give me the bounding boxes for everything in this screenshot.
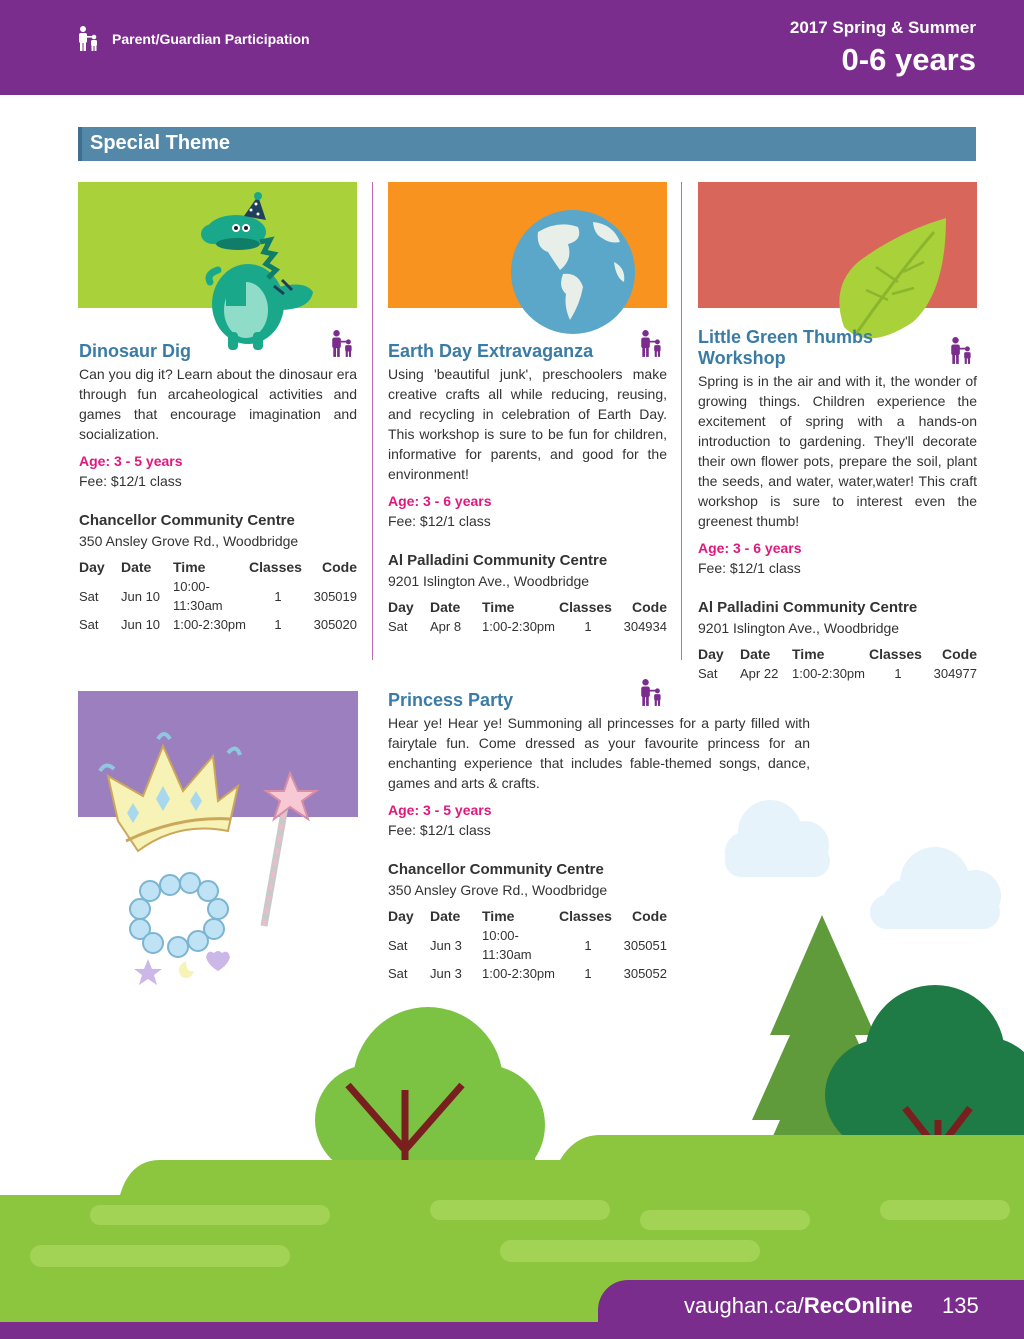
program-age: Age: 3 - 6 years bbox=[698, 540, 802, 556]
program-address: 350 Ansley Grove Rd., Woodbridge bbox=[388, 882, 608, 898]
column-divider bbox=[372, 182, 373, 660]
footer-url[interactable] bbox=[684, 1293, 913, 1319]
program-location: Chancellor Community Centre bbox=[388, 861, 604, 878]
schedule-header-row bbox=[388, 597, 667, 617]
section-bar bbox=[78, 127, 976, 161]
session-day: Sat bbox=[79, 588, 99, 604]
col-day: Day bbox=[388, 908, 414, 924]
program-description: Spring is in the air and with it, the wonder of growing things. Children experience the excitement of spring with a hands-on introduction to gardening. They'll decorate their own flower pots, prepare the soil, plant the seeds, and water, water,water! This craft workshop is sure to interest even the greenest thumb! bbox=[698, 373, 977, 529]
section-title: Special Theme bbox=[90, 132, 231, 154]
session-day: Sat bbox=[388, 619, 408, 634]
table-row bbox=[79, 615, 357, 634]
parent-child-icon bbox=[331, 330, 355, 358]
col-time: Time bbox=[792, 646, 825, 662]
col-date: Date bbox=[430, 599, 461, 615]
session-date: Jun 10 bbox=[121, 588, 161, 604]
program-title: Earth Day Extravaganza bbox=[388, 341, 594, 361]
dinosaur-illustration bbox=[78, 182, 357, 350]
program-fee: Fee: $12/1 class bbox=[698, 560, 801, 576]
col-classes: Classes bbox=[559, 599, 612, 615]
session-day: Sat bbox=[388, 937, 408, 953]
session-classes: 1 bbox=[584, 937, 592, 953]
col-time: Time bbox=[482, 908, 515, 924]
session-classes: 1 bbox=[894, 666, 902, 681]
program-description: Hear ye! Hear ye! Summoning all princesses for a party filled with fairytale fun. Come dressed as your favourite princess for an enchanting experience that includes fable-themed songs, dance, games and arts & crafts. bbox=[388, 715, 810, 791]
program-age: Age: 3 - 5 years bbox=[388, 802, 492, 818]
schedule-header-row bbox=[698, 644, 977, 664]
col-day: Day bbox=[388, 599, 414, 615]
program-fee: Fee: $12/1 class bbox=[388, 822, 491, 838]
season-label: 2017 Spring & Summer bbox=[789, 18, 976, 37]
program-card-dinosaur-dig bbox=[79, 341, 357, 634]
dinosaur-image bbox=[78, 182, 357, 350]
schedule-table bbox=[698, 644, 977, 683]
program-fee: Fee: $12/1 class bbox=[388, 513, 491, 529]
session-time: 10:00-11:30am bbox=[173, 579, 223, 613]
program-card-earth-day bbox=[388, 341, 667, 636]
schedule-table bbox=[79, 557, 357, 634]
footer-url-bold: RecOnline bbox=[803, 1293, 913, 1318]
session-date: Jun 3 bbox=[430, 937, 462, 953]
page-number: 135 bbox=[942, 1293, 979, 1318]
session-date: Apr 8 bbox=[430, 619, 462, 634]
session-classes: 1 bbox=[584, 966, 592, 981]
program-address: 350 Ansley Grove Rd., Woodbridge bbox=[79, 533, 299, 549]
col-code: Code bbox=[632, 599, 667, 615]
cloud-icon bbox=[870, 847, 1001, 929]
col-time: Time bbox=[173, 559, 206, 575]
schedule-table bbox=[388, 597, 667, 636]
parent-child-icon bbox=[640, 679, 664, 707]
col-date: Date bbox=[740, 646, 771, 662]
table-row bbox=[698, 664, 977, 683]
program-description: Can you dig it? Learn about the dinosaur era through fun arcaheological activities and games that encourage imagination and socialization. bbox=[79, 366, 357, 442]
session-time: 1:00-2:30pm bbox=[482, 619, 555, 634]
column-divider bbox=[681, 182, 682, 660]
col-code: Code bbox=[942, 646, 977, 662]
col-date: Date bbox=[121, 559, 152, 575]
participation-label: Parent/Guardian Participation bbox=[112, 31, 310, 47]
col-day: Day bbox=[79, 559, 105, 575]
col-code: Code bbox=[322, 559, 357, 575]
table-row bbox=[388, 617, 667, 636]
session-date: Apr 22 bbox=[740, 666, 779, 681]
session-classes: 1 bbox=[274, 588, 282, 604]
globe-illustration bbox=[388, 182, 667, 332]
program-card-little-green-thumbs bbox=[698, 327, 977, 683]
session-code: 304977 bbox=[933, 666, 977, 681]
program-description: Using 'beautiful junk', preschoolers make creative crafts all while reducing, reusing, and recycling in celebration of Earth Day. This workshop is sure to be fun for children, informative for parents, and good for the environment! bbox=[388, 366, 667, 482]
col-time: Time bbox=[482, 599, 515, 615]
session-classes: 1 bbox=[274, 617, 282, 632]
col-classes: Classes bbox=[869, 646, 922, 662]
session-code: 305020 bbox=[313, 617, 357, 632]
program-title: Little Green Thumbs Workshop bbox=[698, 327, 874, 368]
program-location: Chancellor Community Centre bbox=[79, 512, 295, 529]
parent-child-icon bbox=[950, 337, 974, 365]
garden-image bbox=[698, 182, 977, 347]
program-age: Age: 3 - 6 years bbox=[388, 493, 492, 509]
program-age: Age: 3 - 5 years bbox=[79, 453, 183, 469]
session-date: Jun 10 bbox=[121, 617, 161, 632]
col-day: Day bbox=[698, 646, 724, 662]
session-day: Sat bbox=[698, 666, 718, 681]
page-header bbox=[0, 0, 1024, 95]
program-location: Al Palladini Community Centre bbox=[388, 552, 608, 569]
program-title: Dinosaur Dig bbox=[79, 341, 192, 361]
session-code: 305019 bbox=[313, 588, 357, 604]
session-code: 305051 bbox=[623, 937, 667, 953]
session-code: 305052 bbox=[623, 966, 667, 981]
program-address: 9201 Islington Ave., Woodbridge bbox=[698, 620, 900, 636]
col-code: Code bbox=[632, 908, 667, 924]
footer-url-prefix: vaughan.ca/ bbox=[684, 1293, 804, 1318]
session-day: Sat bbox=[79, 617, 99, 632]
page-footer bbox=[598, 1280, 1024, 1339]
landscape-illustration bbox=[0, 790, 1024, 1339]
col-classes: Classes bbox=[559, 908, 612, 924]
session-day: Sat bbox=[388, 966, 408, 981]
session-time: 1:00-2:30pm bbox=[482, 966, 555, 981]
session-code: 304934 bbox=[623, 619, 667, 634]
session-time: 1:00-2:30pm bbox=[173, 617, 246, 632]
program-location: Al Palladini Community Centre bbox=[698, 599, 918, 616]
session-time: 1:00-2:30pm bbox=[792, 666, 865, 681]
program-fee: Fee: $12/1 class bbox=[79, 473, 182, 489]
col-classes: Classes bbox=[249, 559, 302, 575]
leaf-illustration bbox=[698, 182, 977, 347]
session-time: 10:00-11:30am bbox=[482, 928, 532, 962]
table-row bbox=[79, 577, 357, 615]
col-date: Date bbox=[430, 908, 461, 924]
schedule-header-row bbox=[79, 557, 357, 577]
cloud-icon bbox=[725, 800, 830, 877]
program-address: 9201 Islington Ave., Woodbridge bbox=[388, 573, 590, 589]
session-classes: 1 bbox=[584, 619, 592, 634]
earth-image bbox=[388, 182, 667, 332]
parent-child-icon bbox=[78, 26, 100, 52]
program-title: Princess Party bbox=[388, 690, 514, 710]
session-date: Jun 3 bbox=[430, 966, 462, 981]
participation-legend bbox=[78, 26, 310, 52]
age-range-heading: 0-6 years bbox=[841, 42, 976, 77]
parent-child-icon bbox=[640, 330, 664, 358]
